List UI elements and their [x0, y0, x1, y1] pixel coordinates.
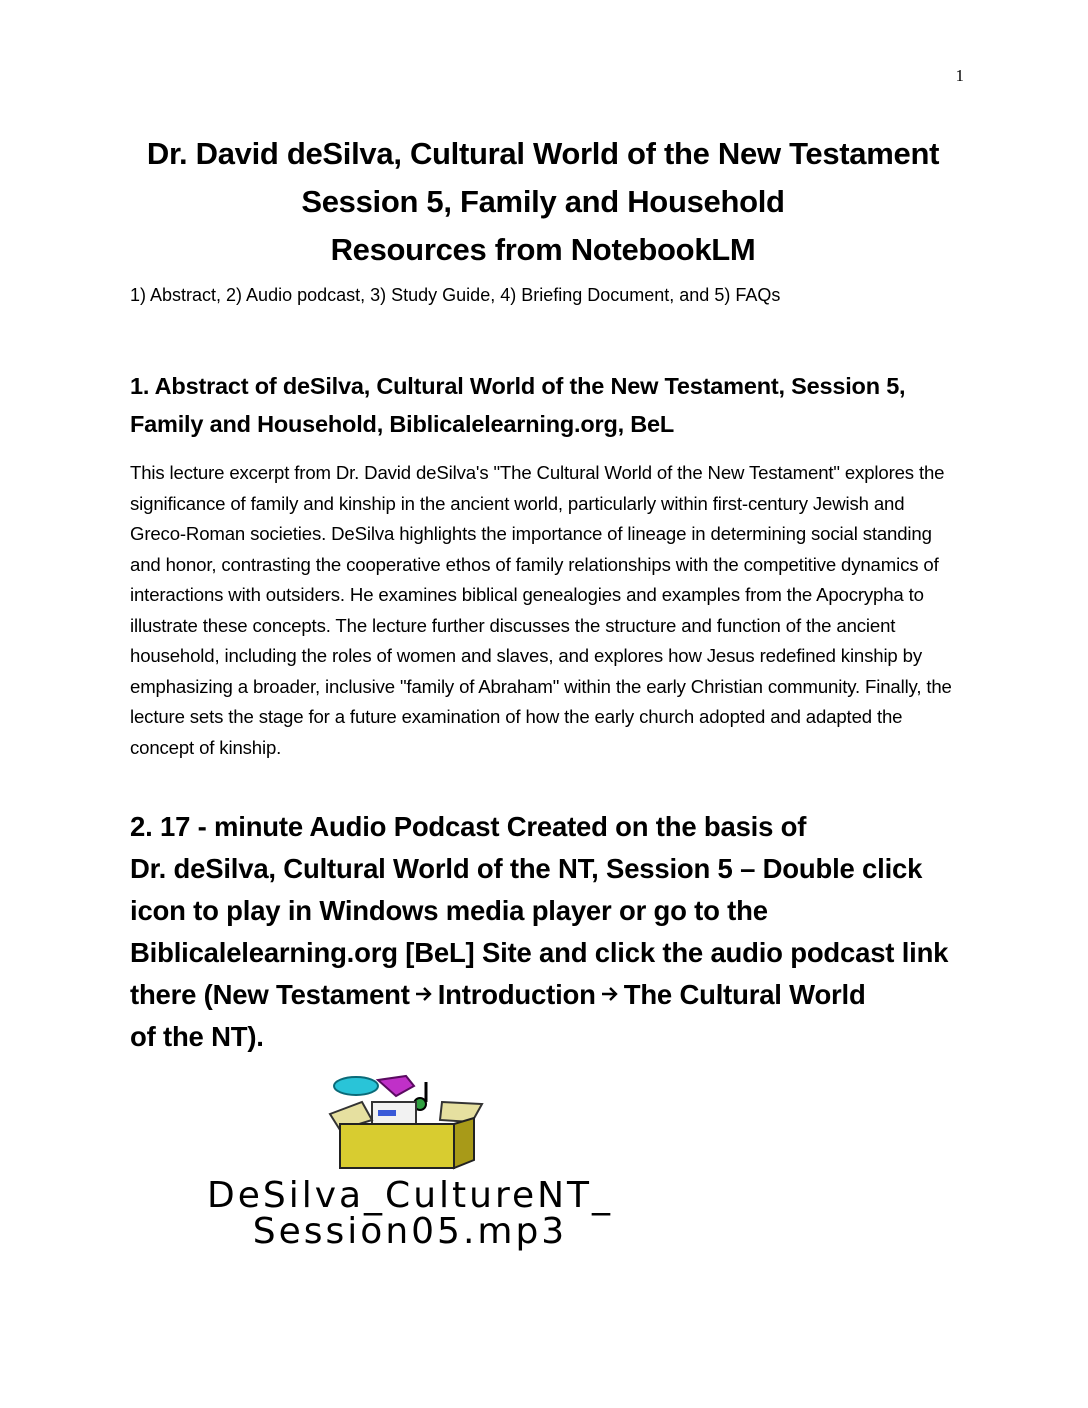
breadcrumb-cultural-world: The Cultural World	[623, 979, 866, 1010]
arrow-right-icon	[414, 974, 434, 1016]
media-package-icon[interactable]	[322, 1074, 492, 1172]
file-name-line-1: DeSilva_CultureNT_	[206, 1175, 614, 1216]
section-2-line-5	[130, 974, 980, 1016]
page-number: 1	[955, 66, 964, 85]
abstract-paragraph: This lecture excerpt from Dr. David deSilva's "The Cultural World of the New Testament" explores the significance of family and kinship in the ancient world, particularly within first-century Jewish and Greco-Roman societies. DeSilva highlights the importance of lineage in determining social standing and honor, contrasting the cooperative ethos of family relationships with the competitive dynamics of interactions with outsiders. He examines biblical genealogies and examples from the Apocrypha to illustrate these concepts. The lecture further discusses the structure and function of the ancient household, including the roles of women and slaves, and explores how Jesus redefined kinship by emphasizing a broader, inclusive "family of Abraham" within the early Christian community. Finally, the lecture sets the stage for a future examination of how the early church adopted and adapted the concept of kinship.	[130, 462, 952, 758]
section-2-line-6: of the NT).	[130, 1021, 264, 1052]
section-2-heading	[130, 806, 980, 1058]
title-line-2: Session 5, Family and Household	[301, 184, 785, 219]
section-2-line-2: Dr. deSilva, Cultural World of the NT, Session 5 – Double click	[130, 853, 923, 884]
file-name-line-2: Session05.mp3	[252, 1211, 568, 1252]
breadcrumb-new-testament: there (New Testament	[130, 979, 410, 1010]
section-2-line-1: 2. 17 - minute Audio Podcast Created on the basis of	[130, 811, 807, 842]
title-line-1: Dr. David deSilva, Cultural World of the New Testament	[146, 136, 940, 171]
section-1-heading: 1. Abstract of deSilva, Cultural World of the New Testament, Session 5, Family and Household, Biblicalelearning.org, BeL	[130, 373, 906, 437]
title-line-3: Resources from NotebookLM	[330, 232, 756, 267]
audio-file-label[interactable]	[130, 1175, 690, 1252]
contents-line: 1) Abstract, 2) Audio podcast, 3) Study Guide, 4) Briefing Document, and 5) FAQs	[130, 285, 781, 305]
document-title	[108, 130, 978, 274]
section-2-line-3: icon to play in Windows media player or go to the	[130, 895, 768, 926]
arrow-right-icon	[600, 974, 620, 1016]
breadcrumb-introduction: Introduction	[437, 979, 596, 1010]
section-2-line-4: Biblicalelearning.org [BeL] Site and click the audio podcast link	[130, 937, 949, 968]
